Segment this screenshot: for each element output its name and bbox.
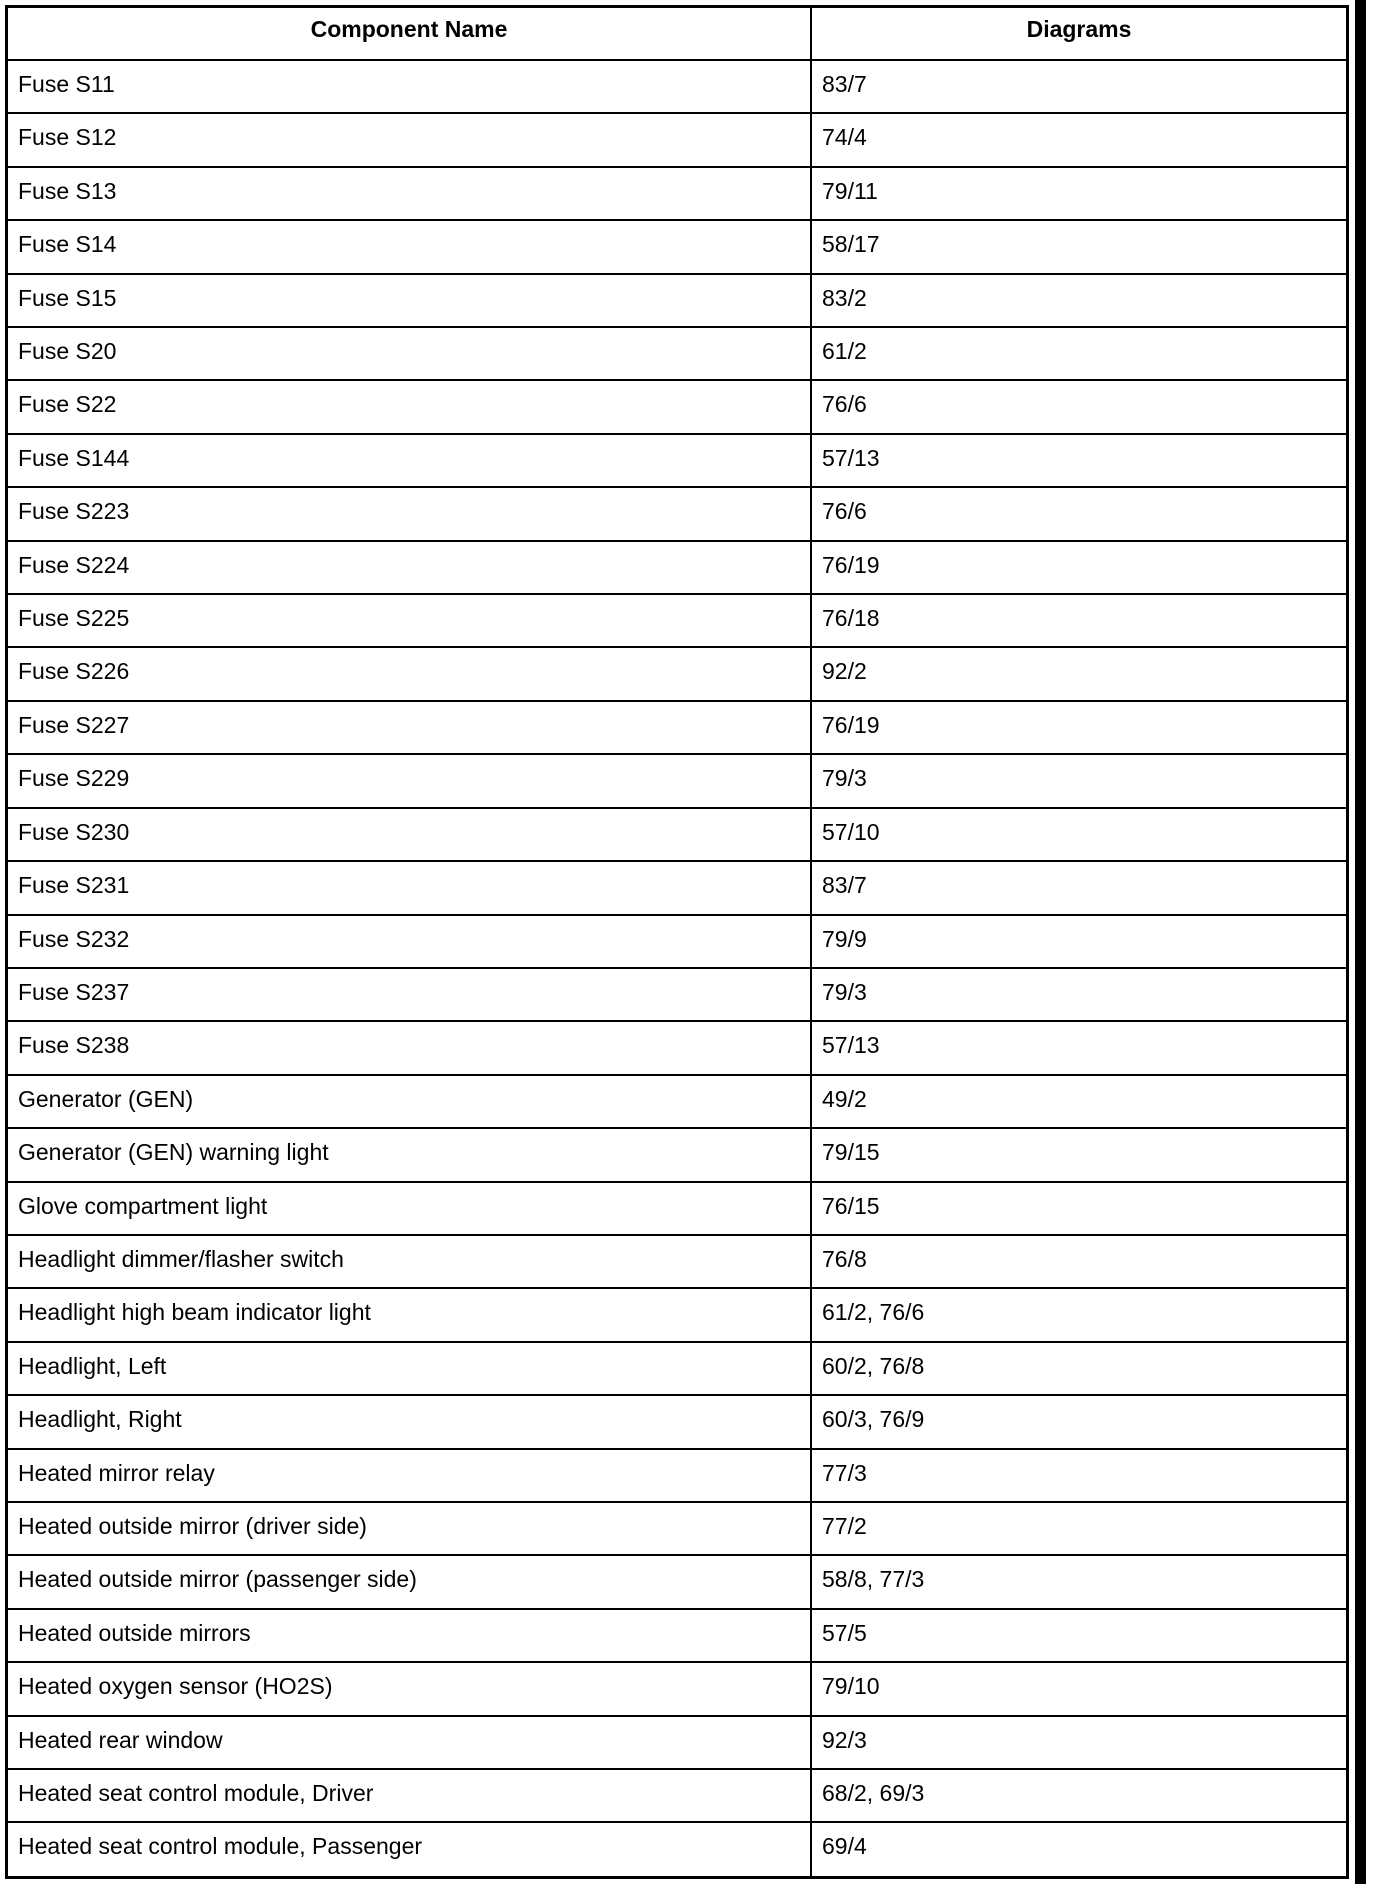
component-name-cell: Fuse S231 [8,861,811,914]
table-row [8,1502,1346,1555]
diagrams-cell: 57/10 [811,808,1346,861]
table-row [8,1342,1346,1395]
component-name-cell: Fuse S238 [8,1021,811,1074]
diagrams-cell: 60/2, 76/8 [811,1342,1346,1395]
diagrams-cell: 76/6 [811,487,1346,540]
table-body [8,60,1346,1876]
component-name-cell: Heated oxygen sensor (HO2S) [8,1662,811,1715]
diagrams-cell: 61/2 [811,327,1346,380]
diagrams-cell: 76/15 [811,1182,1346,1235]
diagrams-cell: 58/17 [811,220,1346,273]
table-row [8,1075,1346,1128]
table-row [8,968,1346,1021]
component-name-cell: Generator (GEN) [8,1075,811,1128]
diagrams-cell: 77/2 [811,1502,1346,1555]
table-row [8,327,1346,380]
diagrams-cell: 79/15 [811,1128,1346,1181]
column-header-diagrams: Diagrams [811,8,1346,60]
diagrams-cell: 79/9 [811,915,1346,968]
component-name-cell: Fuse S20 [8,327,811,380]
table-row [8,1609,1346,1662]
diagrams-cell: 76/6 [811,380,1346,433]
table-row [8,1769,1346,1822]
diagrams-cell: 83/2 [811,274,1346,327]
component-name-cell: Fuse S237 [8,968,811,1021]
component-name-cell: Fuse S224 [8,541,811,594]
component-name-cell: Fuse S230 [8,808,811,861]
diagrams-cell: 92/3 [811,1716,1346,1769]
diagrams-cell: 76/19 [811,701,1346,754]
diagrams-cell: 58/8, 77/3 [811,1555,1346,1608]
component-name-cell: Fuse S226 [8,647,811,700]
diagrams-cell: 61/2, 76/6 [811,1288,1346,1341]
table-row [8,1822,1346,1876]
component-index-table [8,8,1346,1876]
component-name-cell: Heated seat control module, Driver [8,1769,811,1822]
table-row [8,1555,1346,1608]
table-header-row [8,8,1346,60]
diagrams-cell: 57/5 [811,1609,1346,1662]
component-name-cell: Headlight, Right [8,1395,811,1448]
diagrams-cell: 79/11 [811,167,1346,220]
component-name-cell: Headlight, Left [8,1342,811,1395]
component-name-cell: Fuse S229 [8,754,811,807]
component-name-cell: Fuse S11 [8,60,811,113]
component-name-cell: Fuse S14 [8,220,811,273]
component-name-cell: Heated outside mirror (passenger side) [8,1555,811,1608]
table-row [8,1021,1346,1074]
component-index-table-wrapper [5,5,1349,1879]
component-name-cell: Glove compartment light [8,1182,811,1235]
component-name-cell: Fuse S232 [8,915,811,968]
table-row [8,915,1346,968]
table-row [8,380,1346,433]
table-row [8,1128,1346,1181]
component-name-cell: Heated outside mirror (driver side) [8,1502,811,1555]
table-row [8,701,1346,754]
table-row [8,1395,1346,1448]
component-name-cell: Fuse S223 [8,487,811,540]
diagrams-cell: 60/3, 76/9 [811,1395,1346,1448]
table-row [8,861,1346,914]
component-name-cell: Fuse S12 [8,113,811,166]
diagrams-cell: 57/13 [811,434,1346,487]
table-row [8,1716,1346,1769]
diagrams-cell: 74/4 [811,113,1346,166]
diagrams-cell: 76/19 [811,541,1346,594]
diagrams-cell: 79/10 [811,1662,1346,1715]
component-name-cell: Fuse S225 [8,594,811,647]
table-row [8,113,1346,166]
component-name-cell: Heated rear window [8,1716,811,1769]
table-row [8,808,1346,861]
table-row [8,541,1346,594]
component-name-cell: Fuse S227 [8,701,811,754]
table-row [8,434,1346,487]
diagrams-cell: 83/7 [811,861,1346,914]
table-row [8,220,1346,273]
component-name-cell: Fuse S13 [8,167,811,220]
table-row [8,1182,1346,1235]
component-name-cell: Fuse S15 [8,274,811,327]
component-name-cell: Fuse S144 [8,434,811,487]
table-row [8,647,1346,700]
diagrams-cell: 83/7 [811,60,1346,113]
table-row [8,60,1346,113]
diagrams-cell: 76/8 [811,1235,1346,1288]
table-row [8,167,1346,220]
diagrams-cell: 77/3 [811,1449,1346,1502]
table-row [8,594,1346,647]
diagrams-cell: 79/3 [811,754,1346,807]
table-row [8,1235,1346,1288]
table-row [8,1449,1346,1502]
diagrams-cell: 92/2 [811,647,1346,700]
component-name-cell: Heated outside mirrors [8,1609,811,1662]
component-name-cell: Headlight dimmer/flasher switch [8,1235,811,1288]
component-name-cell: Headlight high beam indicator light [8,1288,811,1341]
table-row [8,1288,1346,1341]
table-row [8,754,1346,807]
page-edge-bar [1355,0,1366,1884]
component-name-cell: Heated seat control module, Passenger [8,1822,811,1876]
component-name-cell: Generator (GEN) warning light [8,1128,811,1181]
diagrams-cell: 49/2 [811,1075,1346,1128]
column-header-component-name: Component Name [8,8,811,60]
diagrams-cell: 68/2, 69/3 [811,1769,1346,1822]
diagrams-cell: 69/4 [811,1822,1346,1876]
component-name-cell: Fuse S22 [8,380,811,433]
diagrams-cell: 76/18 [811,594,1346,647]
diagrams-cell: 79/3 [811,968,1346,1021]
diagrams-cell: 57/13 [811,1021,1346,1074]
table-row [8,1662,1346,1715]
component-name-cell: Heated mirror relay [8,1449,811,1502]
table-row [8,487,1346,540]
table-row [8,274,1346,327]
